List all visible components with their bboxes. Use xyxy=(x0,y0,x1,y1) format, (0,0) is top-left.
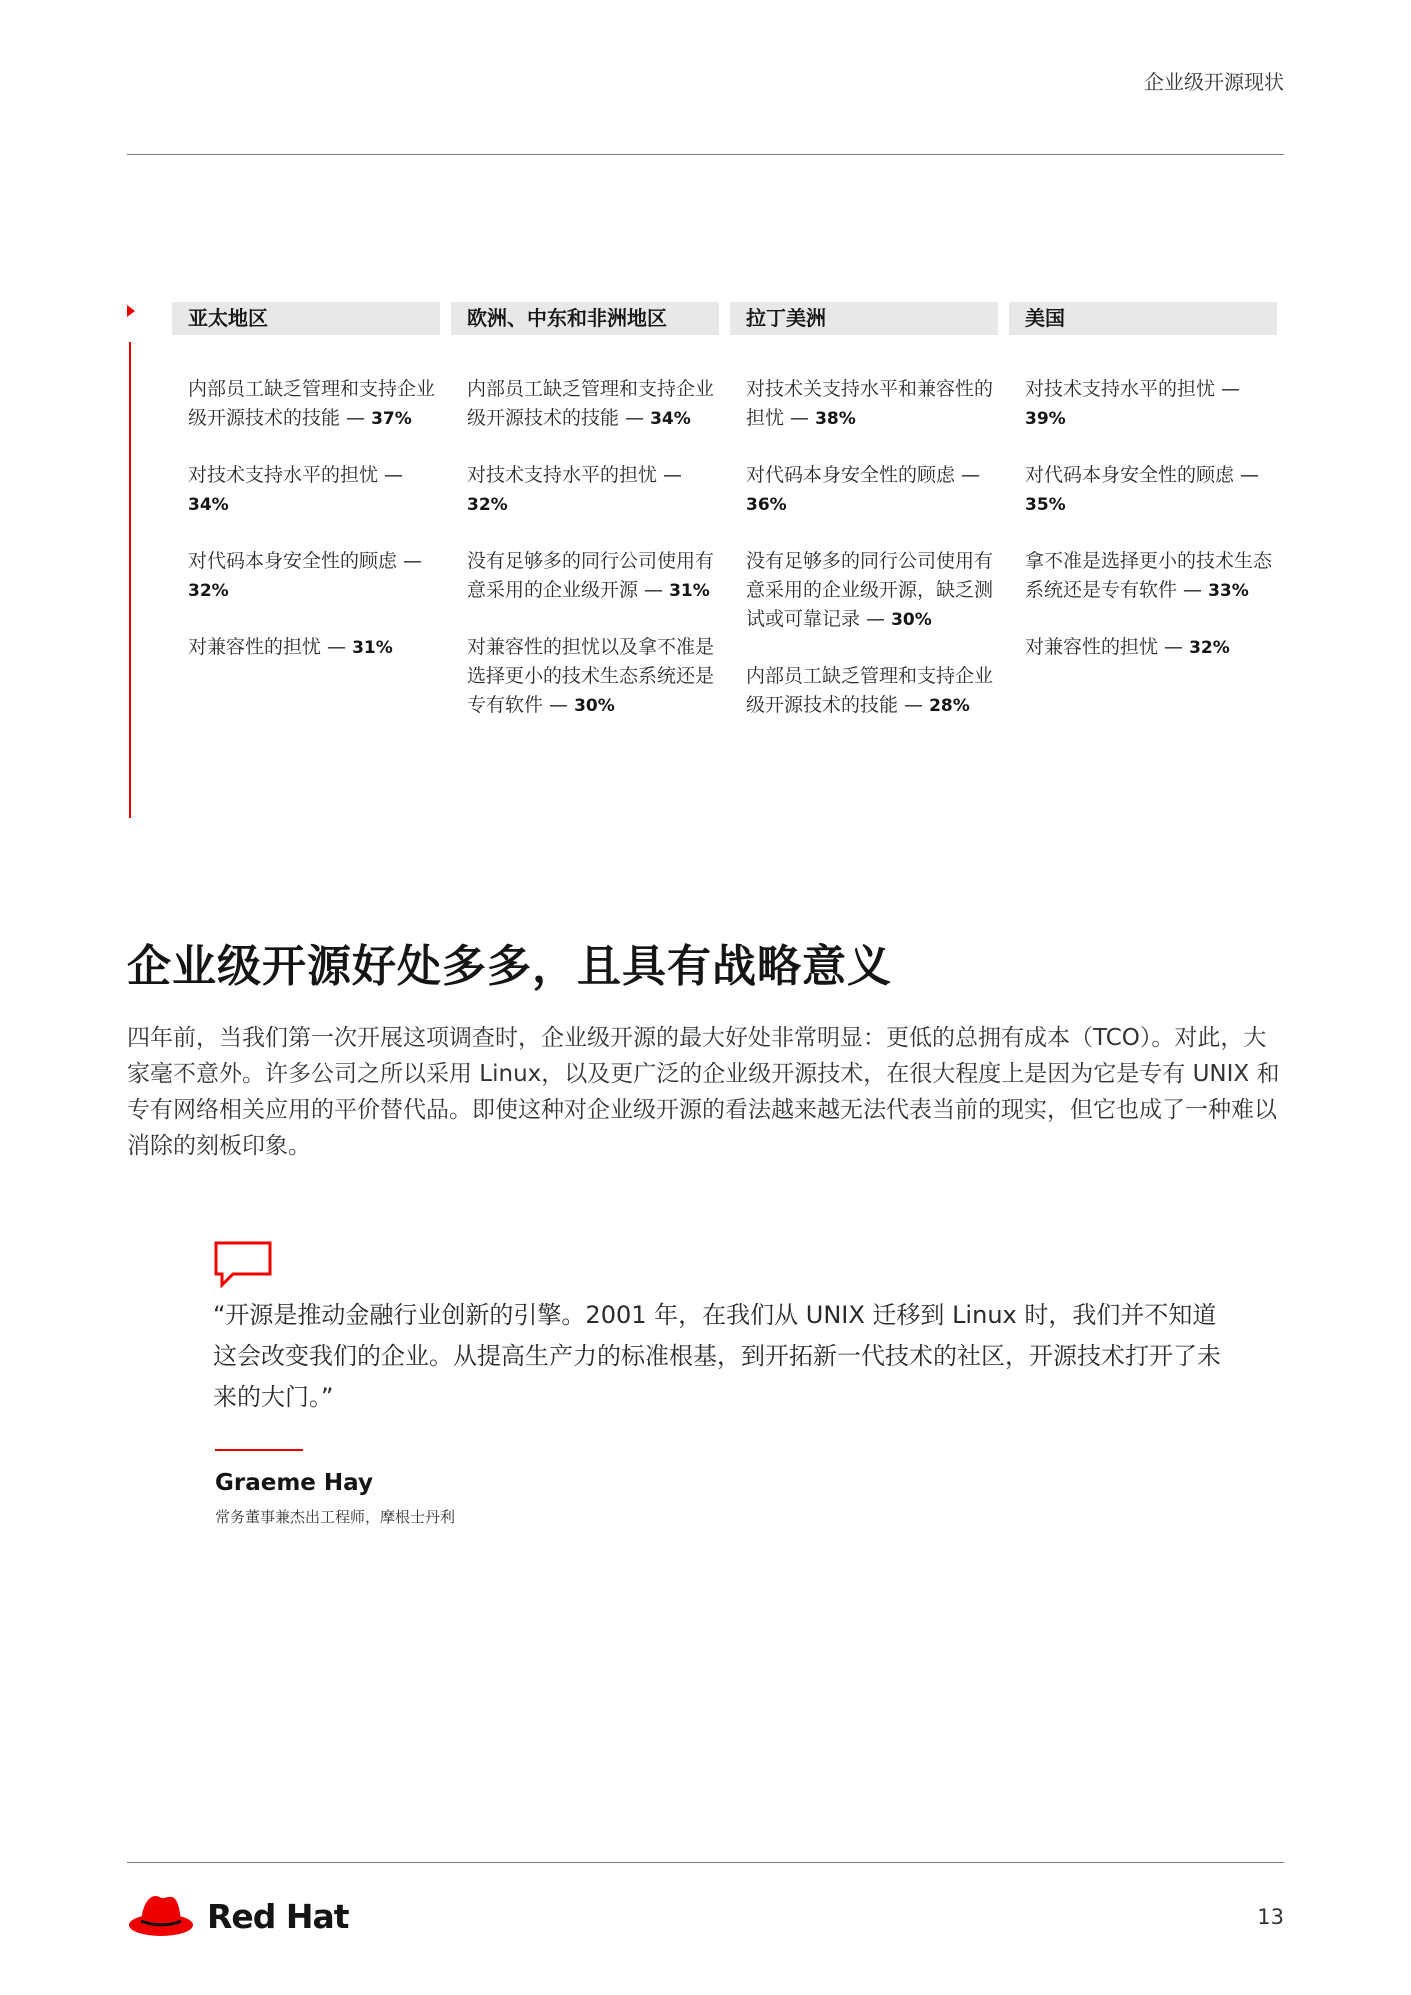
brand-wordmark: Red Hat xyxy=(207,1896,349,1936)
body-paragraph: 四年前，当我们第一次开展这项调查时，企业级开源的最大好处非常明显：更低的总拥有成本（TCO）。对此，大家毫不意外。许多公司之所以采用 Linux，以及更广泛的企业级开源技术，在很大程度上是因为它是专有 UNIX 和专有网络相关应用的平价替代品。即使这种对企业级开源的看法越来越无法代表当前的现实，但它也成了一种难以消除的刻板印象。 xyxy=(127,1025,1280,1159)
quote-text: “开源是推动金融行业创新的引擎。2001 年，在我们从 UNIX 迁移到 Linux 时，我们并不知道这会改变我们的企业。从提高生产力的标准根基，到开拓新一代技术的社区，开源技术打开了未来的大门。” xyxy=(213,1301,1221,1411)
list-item xyxy=(746,375,998,434)
item-percent: 30% xyxy=(891,610,932,630)
list-item xyxy=(188,461,440,520)
list-item xyxy=(1025,461,1277,520)
footer-divider xyxy=(127,1862,1284,1863)
item-percent: 38% xyxy=(815,409,856,429)
list-item xyxy=(746,547,998,635)
item-text: 对技术支持水平的担忧 — 34% xyxy=(188,464,404,515)
item-text: 没有足够多的同行公司使用有意采用的企业级开源，缺乏测试或可靠记录 — 30% xyxy=(746,550,994,630)
item-text: 对代码本身安全性的顾虑 — 35% xyxy=(1025,464,1260,515)
region-header: 欧洲、中东和非洲地区 xyxy=(451,302,719,335)
item-percent: 37% xyxy=(371,409,412,429)
item-text: 拿不准是选择更小的技术生态系统还是专有软件 — 33% xyxy=(1025,550,1273,601)
list-item xyxy=(467,461,719,520)
list-item xyxy=(188,633,440,663)
item-text: 对代码本身安全性的顾虑 — 32% xyxy=(188,550,423,601)
list-item xyxy=(1025,375,1277,434)
item-text: 内部员工缺乏管理和支持企业级开源技术的技能 — 34% xyxy=(467,378,715,429)
item-text: 没有足够多的同行公司使用有意采用的企业级开源 — 31% xyxy=(467,550,715,601)
item-text: 内部员工缺乏管理和支持企业级开源技术的技能 — 28% xyxy=(746,665,994,716)
list-item xyxy=(746,662,998,721)
item-text: 内部员工缺乏管理和支持企业级开源技术的技能 — 37% xyxy=(188,378,436,429)
region-header: 美国 xyxy=(1009,302,1277,335)
region-column-latam xyxy=(730,302,998,748)
quote-divider xyxy=(215,1449,303,1451)
item-text: 对兼容性的担忧以及拿不准是选择更小的技术生态系统还是专有软件 — 30% xyxy=(467,636,715,716)
item-percent: 33% xyxy=(1208,581,1249,601)
list-item xyxy=(188,547,440,606)
list-item xyxy=(1025,547,1277,606)
list-item xyxy=(1025,633,1277,663)
list-item xyxy=(746,461,998,520)
page-number: 13 xyxy=(1257,1905,1284,1929)
item-percent: 34% xyxy=(188,495,229,515)
item-text: 对技术支持水平的担忧 — 32% xyxy=(467,464,683,515)
red-hat-logo xyxy=(127,1892,349,1940)
item-percent: 34% xyxy=(650,409,691,429)
header-divider xyxy=(127,154,1284,155)
region-column-apac xyxy=(172,302,440,690)
running-header: 企业级开源现状 xyxy=(1144,70,1284,94)
item-percent: 32% xyxy=(1189,638,1230,658)
item-percent: 35% xyxy=(1025,495,1066,515)
item-text: 对兼容性的担忧 — 32% xyxy=(1025,636,1230,658)
accent-vertical-line xyxy=(129,342,131,818)
red-hat-icon xyxy=(127,1892,195,1940)
item-percent: 32% xyxy=(188,581,229,601)
item-percent: 32% xyxy=(467,495,508,515)
speech-bubble-icon xyxy=(213,1240,273,1292)
item-percent: 28% xyxy=(929,696,970,716)
item-percent: 31% xyxy=(352,638,393,658)
item-percent: 31% xyxy=(669,581,710,601)
region-header: 拉丁美洲 xyxy=(730,302,998,335)
list-item xyxy=(467,633,719,721)
region-column-us xyxy=(1009,302,1277,690)
section-heading: 企业级开源好处多多，且具有战略意义 xyxy=(127,941,892,992)
item-text: 对代码本身安全性的顾虑 — 36% xyxy=(746,464,981,515)
quote-author-role: 常务董事兼杰出工程师，摩根士丹利 xyxy=(215,1508,456,1526)
region-header: 亚太地区 xyxy=(172,302,440,335)
region-column-emea xyxy=(451,302,719,748)
item-text: 对技术关支持水平和兼容性的担忧 — 38% xyxy=(746,378,994,429)
item-text: 对兼容性的担忧 — 31% xyxy=(188,636,393,658)
list-item xyxy=(467,375,719,434)
caret-right-icon xyxy=(127,305,135,317)
item-percent: 30% xyxy=(574,696,615,716)
item-text: 对技术支持水平的担忧 — 39% xyxy=(1025,378,1241,429)
item-percent: 39% xyxy=(1025,409,1066,429)
quote-author-name: Graeme Hay xyxy=(215,1470,373,1496)
list-item xyxy=(188,375,440,434)
list-item xyxy=(467,547,719,606)
item-percent: 36% xyxy=(746,495,787,515)
